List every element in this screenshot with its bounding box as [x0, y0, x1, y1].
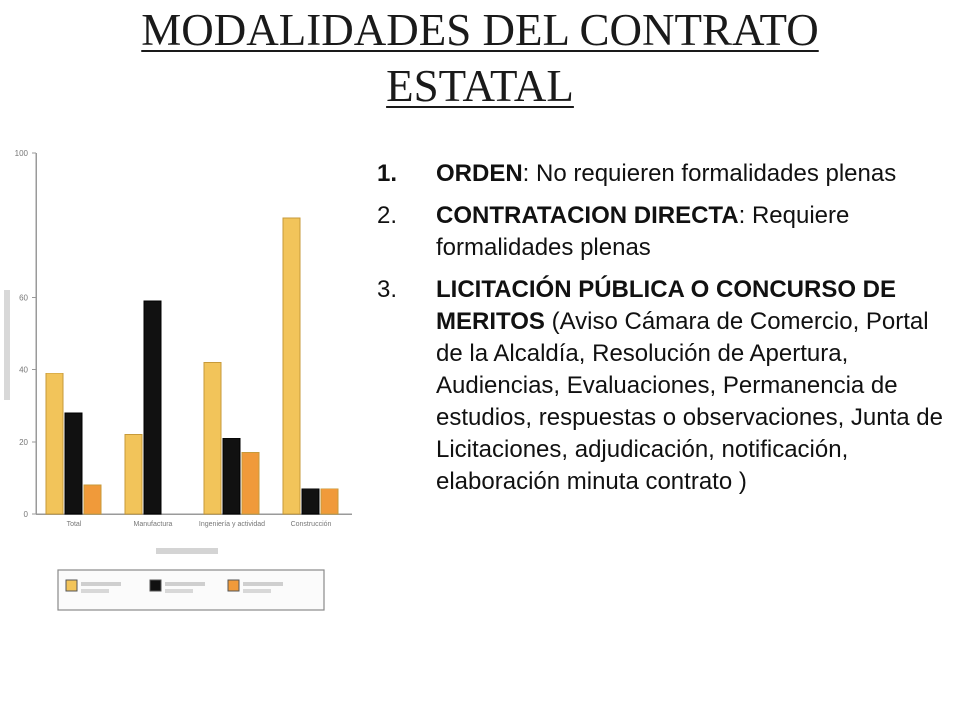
modalities-list: [377, 158, 952, 508]
legend-label-mark: [165, 589, 193, 593]
x-tick-label: Ingeniería y actividad: [198, 521, 266, 528]
item-text: (Aviso Cámara de Comercio, Portal de la Alcaldía, Resolución de Apertura, Audiencias, Evaluaciones, Permanencia de estudios, respuestas o observaciones, Junta de Licitaciones, adjudicación, notificación, elaboración minuta contrato ): [436, 308, 943, 495]
list-item-orden: [377, 158, 952, 190]
item-number: 3.: [377, 276, 398, 303]
item-text: : No requieren formalidades plenas: [522, 160, 897, 187]
chart-bar: [84, 485, 101, 514]
x-tick-label: Total: [66, 521, 82, 528]
chart-bar: [283, 218, 300, 514]
legend-label-mark: [81, 582, 121, 586]
chart-bar: [65, 413, 82, 514]
chart-bar: [223, 438, 240, 514]
title-line-2: ESTATAL: [386, 61, 574, 111]
slide-title: [40, 2, 920, 114]
item-heading: CONTRATACION DIRECTA: [436, 202, 739, 229]
y-axis-title-mark: [4, 290, 10, 400]
x-axis-title-mark: [156, 548, 218, 554]
chart-bar: [144, 301, 161, 514]
legend-swatch: [150, 580, 161, 591]
legend-label-mark: [165, 582, 205, 586]
item-number: 1.: [377, 160, 398, 187]
chart-bar: [321, 489, 338, 514]
y-tick-label: 20: [19, 437, 28, 447]
item-text: : Requiere formalidades plenas: [436, 202, 850, 261]
item-heading: LICITACIÓN PÚBLICA O CONCURSO DE MERITOS: [436, 276, 896, 335]
y-tick-label: 40: [19, 365, 28, 375]
y-tick-label: 0: [23, 510, 28, 519]
bar-chart-image: [0, 140, 356, 618]
legend-swatch: [228, 580, 239, 591]
list-item-contratacion-directa: [377, 200, 952, 264]
x-tick-label: Construcción: [290, 521, 332, 528]
item-number: 2.: [377, 202, 398, 229]
chart-bar: [242, 453, 259, 514]
title-line-1: MODALIDADES DEL CONTRATO: [141, 5, 819, 55]
chart-bar: [125, 435, 142, 514]
list-item-licitacion-publica: [377, 274, 952, 498]
y-tick-label: 100: [14, 149, 28, 158]
y-tick-label: 60: [19, 293, 28, 303]
legend-label-mark: [243, 582, 283, 586]
chart-bar: [204, 362, 221, 514]
legend-label-mark: [81, 589, 109, 593]
x-tick-label: Manufactura: [133, 521, 173, 528]
item-heading: ORDEN: [436, 160, 523, 187]
chart-bar: [46, 373, 63, 514]
chart-bar: [302, 489, 319, 514]
legend-swatch: [66, 580, 77, 591]
legend-label-mark: [243, 589, 271, 593]
